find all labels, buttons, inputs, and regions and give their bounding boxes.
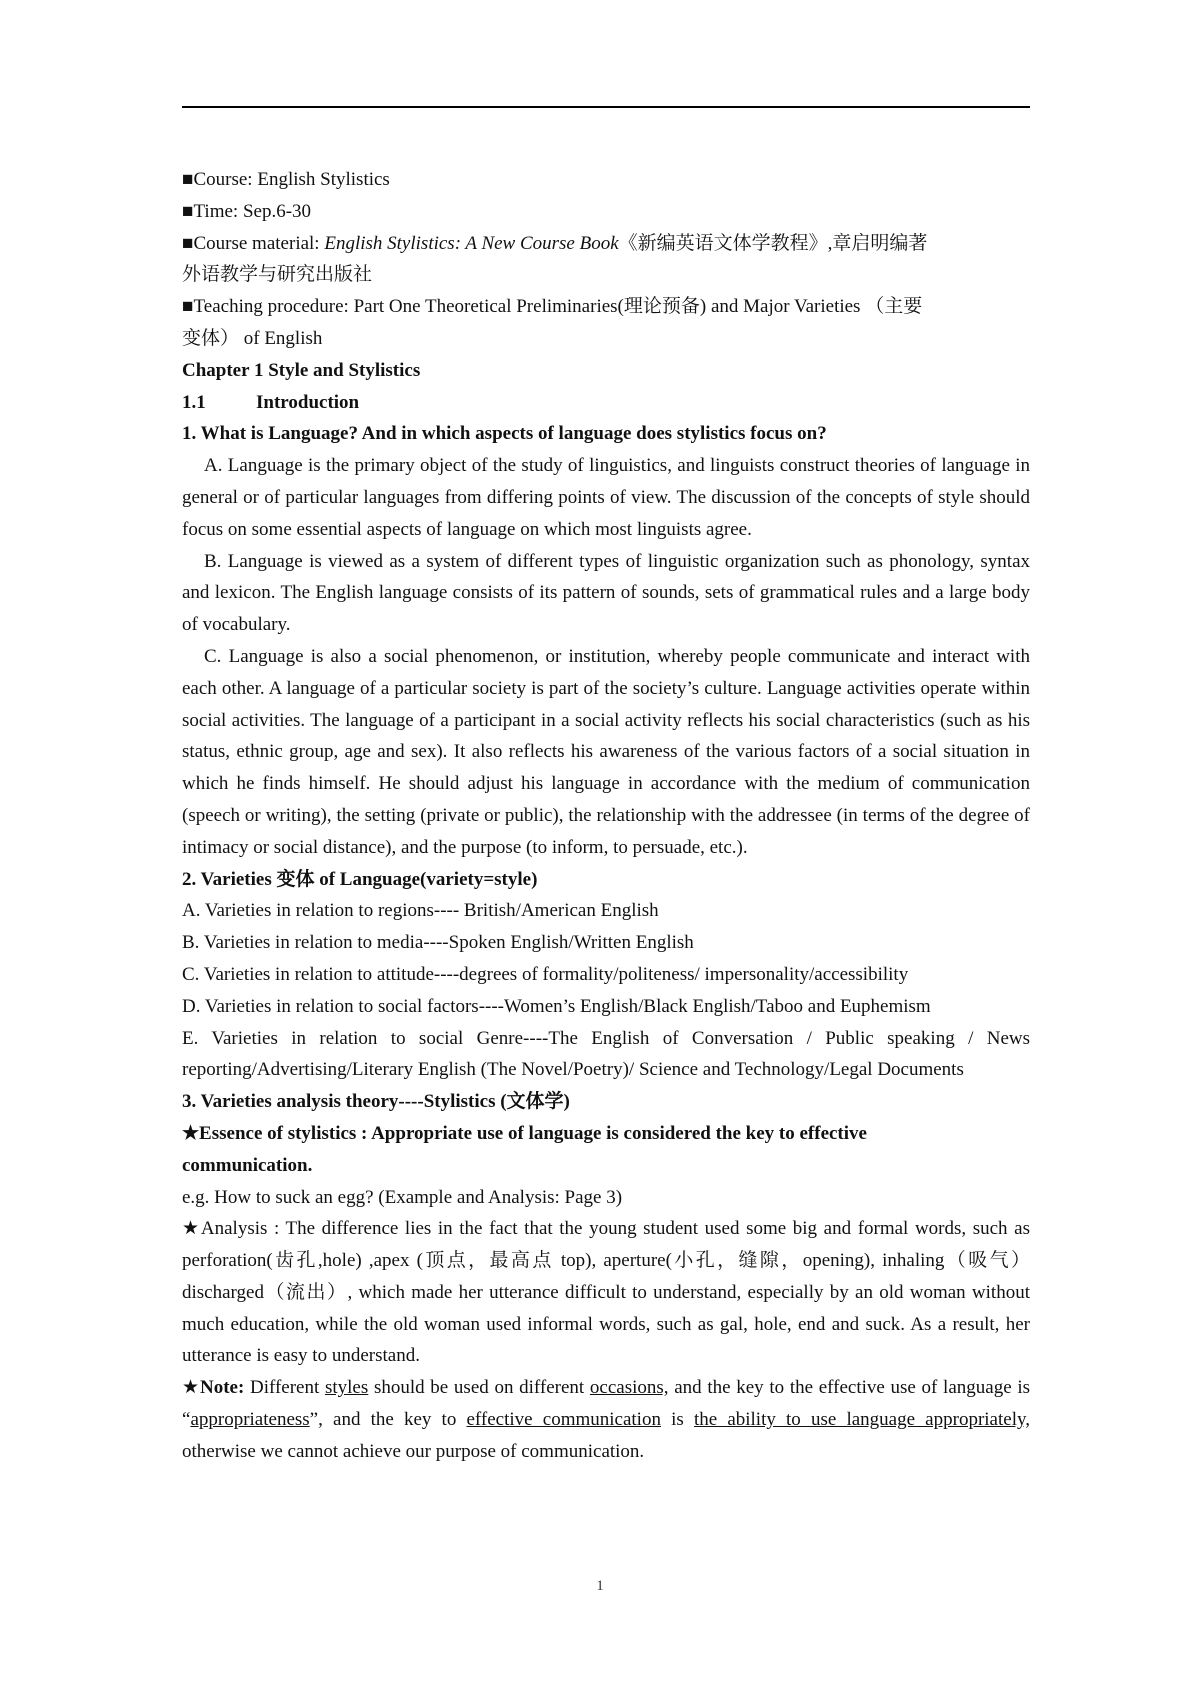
analysis-paragraph: ★ Analysis : The difference lies in the fact that the young student used some big and formal words, such as perforation(齿孔,hole) ,apex (顶点，最高点 top), aperture(小孔，缝隙，opening), inhaling（吸气） discharged（流出）, which made her utterance difficult to understand, especially by an old woman without much education, while the old woman used informal words, such as gal, hole, end and suck. As a result, her utterance is easy to understand. bbox=[182, 1213, 1030, 1372]
variety-item: A. Varieties in relation to regions---- British/American English bbox=[182, 900, 659, 922]
teaching-procedure-line: ■ Teaching procedure: Part One Theoretical Preliminaries(理论预备) and Major Varieties （主要 bbox=[182, 291, 1030, 323]
course-material-label: Course material: bbox=[193, 232, 325, 254]
course-material-line bbox=[182, 228, 1030, 260]
variety-item: B. Varieties in relation to media----Spoken English/Written English bbox=[182, 932, 694, 954]
note-underlined: occasions, bbox=[589, 1377, 669, 1399]
variety-item: C. Varieties in relation to attitude----degrees of formality/politeness/ impersonality/accessibility bbox=[182, 963, 909, 985]
note-underlined: effective communication bbox=[466, 1409, 661, 1431]
note-label: Note: bbox=[199, 1377, 245, 1399]
note-underlined: styles bbox=[324, 1377, 369, 1399]
varieties-heading: 2. Varieties 变体 of Language(variety=style) bbox=[182, 868, 538, 890]
document-body bbox=[182, 164, 1030, 1468]
note-underlined: appropriateness bbox=[190, 1409, 310, 1431]
course-material-title: English Stylistics: A New Course Book bbox=[324, 232, 619, 254]
note-text: Different bbox=[244, 1377, 325, 1399]
course-material-chinese: 《新编英语文体学教程》,章启明编著 bbox=[618, 232, 928, 254]
course-line: ■ Course: English Stylistics bbox=[182, 164, 1030, 196]
note-underlined: the ability to use language appropriately, bbox=[693, 1409, 1030, 1431]
variety-item-e: E. Varieties in relation to social Genre----The English of Conversation / Public speaking / News reporting/Advertising/Literary English (The Novel/Poetry)/ Science and Technology/Legal Documents bbox=[182, 1027, 1030, 1081]
paragraph-a: A. Language is the primary object of the study of linguistics, and linguists construct theories of language in general or of particular languages from differing points of view. The discussion of the concepts of style should focus on some essential aspects of language on which most linguists agree. bbox=[182, 455, 1030, 540]
paragraph-b: B. Language is viewed as a system of different types of linguistic organization such as phonology, syntax and lexicon. The English language consists of its pattern of sounds, sets of grammatical rules and a large body of vocabulary. bbox=[182, 550, 1030, 636]
page-number: 1 bbox=[596, 1578, 604, 1594]
teaching-procedure-line-continued: 变体） of English bbox=[182, 327, 323, 349]
header-rule bbox=[182, 106, 1030, 108]
paragraph-c: C. Language is also a social phenomenon, or institution, whereby people communicate and interact with each other. A language of a particular society is part of the society’s culture. Language activities operate within social activities. The language of a participant in a social activity reflects his social characteristics (such as his status, ethnic group, age and sex). It also reflects his awareness of the various factors of a social situation in which he finds himself. He should adjust his language in accordance with the medium of communication (speech or writing), the setting (private or public), the relationship with the addressee (in terms of the degree of intimacy or social distance), and the purpose (to inform, to persuade, etc.). bbox=[182, 645, 1030, 858]
section-title: Introduction bbox=[256, 391, 360, 413]
note-text: otherwise we cannot achieve our purpose of communication. bbox=[182, 1440, 645, 1462]
note-paragraph bbox=[182, 1372, 1030, 1467]
note-text: should be used on different bbox=[368, 1377, 590, 1399]
stylistics-heading: 3. Varieties analysis theory----Stylistics (文体学) bbox=[182, 1091, 570, 1113]
note-text: ”, and the key to bbox=[309, 1409, 467, 1431]
course-material-publisher: 外语教学与研究出版社 bbox=[182, 264, 373, 286]
essence-line: ★ Essence of stylistics : Appropriate use of language is considered the key to effective bbox=[182, 1118, 1030, 1150]
variety-item: D. Varieties in relation to social factors----Women’s English/Black English/Taboo and Euphemism bbox=[182, 995, 931, 1017]
section-heading bbox=[182, 387, 1030, 419]
example-line: e.g. How to suck an egg? (Example and Analysis: Page 3) bbox=[182, 1186, 623, 1208]
chapter-title: Chapter 1 Style and Stylistics bbox=[182, 359, 421, 381]
question-1-heading: 1. What is Language? And in which aspects of language does stylistics focus on? bbox=[182, 423, 827, 445]
note-text: is bbox=[660, 1409, 694, 1431]
section-number: 1.1 bbox=[182, 391, 206, 413]
time-line: ■ Time: Sep.6-30 bbox=[182, 196, 1030, 228]
note-text: and the key to the effective use of language is “ bbox=[182, 1377, 1030, 1431]
essence-line-continued: communication. bbox=[182, 1154, 313, 1176]
